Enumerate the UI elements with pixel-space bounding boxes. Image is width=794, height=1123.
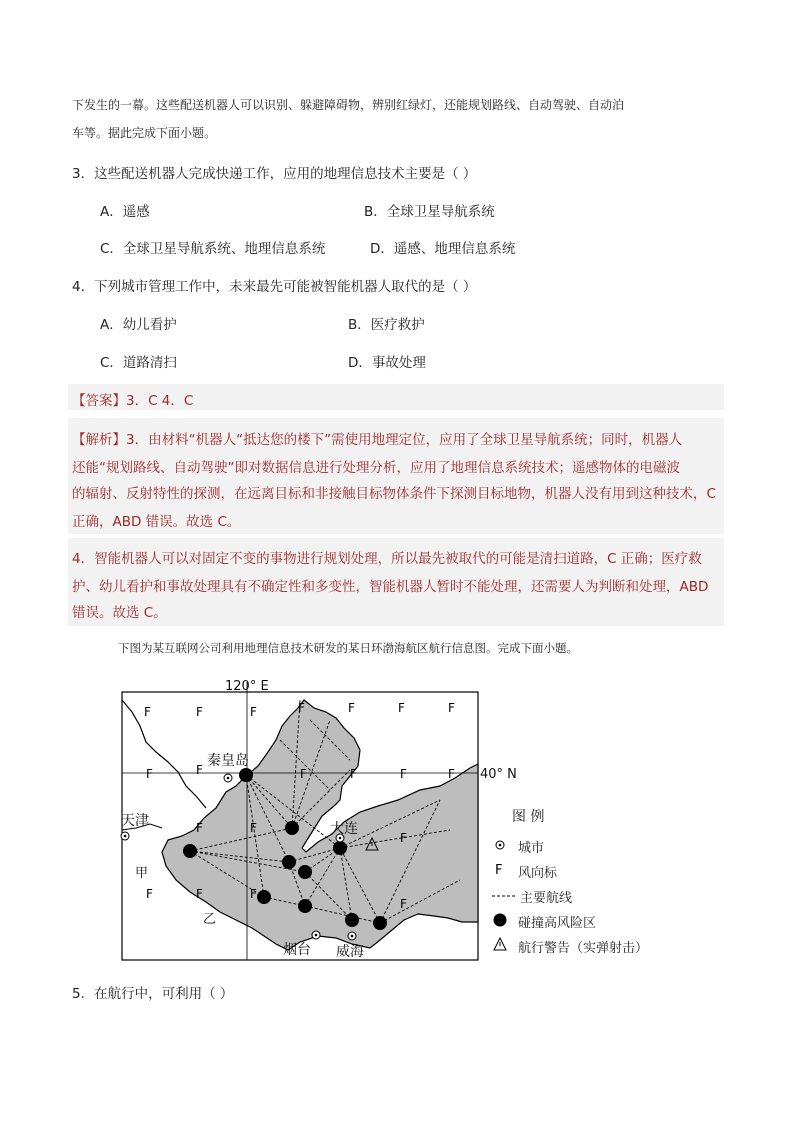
q4-option-a: A．幼儿看护 <box>100 317 177 333</box>
legend-item-city: 城市 <box>518 841 545 856</box>
answer-text: 3．C 4．C <box>126 393 194 409</box>
region-label-jia: 甲 <box>135 866 149 881</box>
svg-text:F: F <box>298 701 305 715</box>
svg-text:F: F <box>448 701 455 715</box>
analysis-q4-line-2: 护、幼儿看护和事故处理具有不确定性和多变性，智能机器人暂时不能处理，还需要人为判断和处理，ABD <box>72 579 709 595</box>
intro-line-2: 车等。据此完成下面小题。 <box>72 126 217 140</box>
question-5-stem: 5．在航行中，可利用（ ） <box>72 986 234 1002</box>
svg-text:F: F <box>196 821 203 835</box>
analysis-line-3: 的辐射、反射特性的探测，在远离目标和非接触目标物体条件下探测目标地物，机器人没有用到这种技术，C <box>72 486 716 502</box>
analysis-q4-line-1: 4．智能机器人可以对固定不变的事物进行规划处理，所以最先被取代的可能是清扫道路，C 正确；医疗救 <box>72 551 702 567</box>
svg-text:F: F <box>146 767 153 781</box>
city-label-tianjin: 天津 <box>121 813 149 829</box>
answer-tag: 【答案】 <box>72 393 126 409</box>
svg-text:F: F <box>300 767 307 781</box>
svg-text:F: F <box>400 897 407 911</box>
svg-text:F: F <box>144 705 151 719</box>
q4-option-c: C．道路清扫 <box>100 355 177 371</box>
q3-option-c: C．全球卫星导航系统、地理信息系统 <box>100 241 326 257</box>
svg-text:F: F <box>250 705 257 719</box>
intro-line-1: 下发生的一幕。这些配送机器人可以识别、躲避障碍物，辨别红绿灯，还能规划路线、自动驾驶、自动泊 <box>72 98 625 112</box>
analysis-tag: 【解析】 <box>72 432 126 448</box>
q4-option-d: D．事故处理 <box>348 355 426 371</box>
q3-option-d: D．遥感、地理信息系统 <box>370 241 516 257</box>
analysis-line-2: 还能“规划路线、自动驾驶”即对数据信息进行处理分析，应用了地理信息系统技术；遥感物体的电磁波 <box>72 460 680 476</box>
question-3-stem: 3．这些配送机器人完成快递工作，应用的地理信息技术主要是（ ） <box>72 166 477 182</box>
q3-option-a: A．遥感 <box>100 204 150 220</box>
svg-text:F: F <box>400 831 407 845</box>
map-caption: 下图为某互联网公司利用地理信息技术研发的某日环渤海航区航行信息图。完成下面小题。 <box>118 641 578 655</box>
parallel-label: 40° N <box>480 767 517 782</box>
legend-title: 图 例 <box>512 809 545 825</box>
svg-text:F: F <box>348 701 355 715</box>
q4-option-b: B．医疗救护 <box>348 317 425 333</box>
svg-text:F: F <box>398 701 405 715</box>
region-label-yi: 乙 <box>203 912 217 927</box>
svg-text:F: F <box>196 887 203 901</box>
question-4-stem: 4．下列城市管理工作中，未来最先可能被智能机器人取代的是（ ） <box>72 279 477 295</box>
svg-text:F: F <box>250 887 257 901</box>
legend-wind-vane-icon: F <box>495 863 503 878</box>
analysis-line-4: 正确，ABD 错误。故选 C。 <box>72 514 241 530</box>
svg-text:F: F <box>400 767 407 781</box>
legend-item-route: 主要航线 <box>520 891 573 906</box>
city-label-qinhuangdao: 秦皇岛 <box>207 753 249 769</box>
legend-item-risk: 碰撞高风险区 <box>518 916 597 931</box>
svg-text:F: F <box>196 763 203 777</box>
svg-text:F: F <box>146 887 153 901</box>
legend-symbols <box>492 841 516 950</box>
legend-item-warning: 航行警告（实弹射击） <box>518 941 649 956</box>
svg-text:F: F <box>350 767 357 781</box>
city-label-yantai: 烟台 <box>283 942 311 958</box>
svg-text:F: F <box>250 821 257 835</box>
svg-text:F: F <box>448 767 455 781</box>
city-label-weihai: 威海 <box>336 944 364 960</box>
q3-option-b: B．全球卫星导航系统 <box>364 204 495 220</box>
legend-item-wind-vane: 风向标 <box>518 866 558 881</box>
city-label-dalian: 大连 <box>330 821 358 837</box>
analysis-text-1: 3．由材料“机器人“抵达您的楼下”需使用地理定位，应用了全球卫星导航系统；同时，机器人 <box>126 432 683 448</box>
legend-risk-icon <box>494 914 507 927</box>
svg-text:F: F <box>196 705 203 719</box>
analysis-q4-line-3: 错误。故选 C。 <box>72 605 167 621</box>
meridian-label: 120° E <box>225 679 269 694</box>
